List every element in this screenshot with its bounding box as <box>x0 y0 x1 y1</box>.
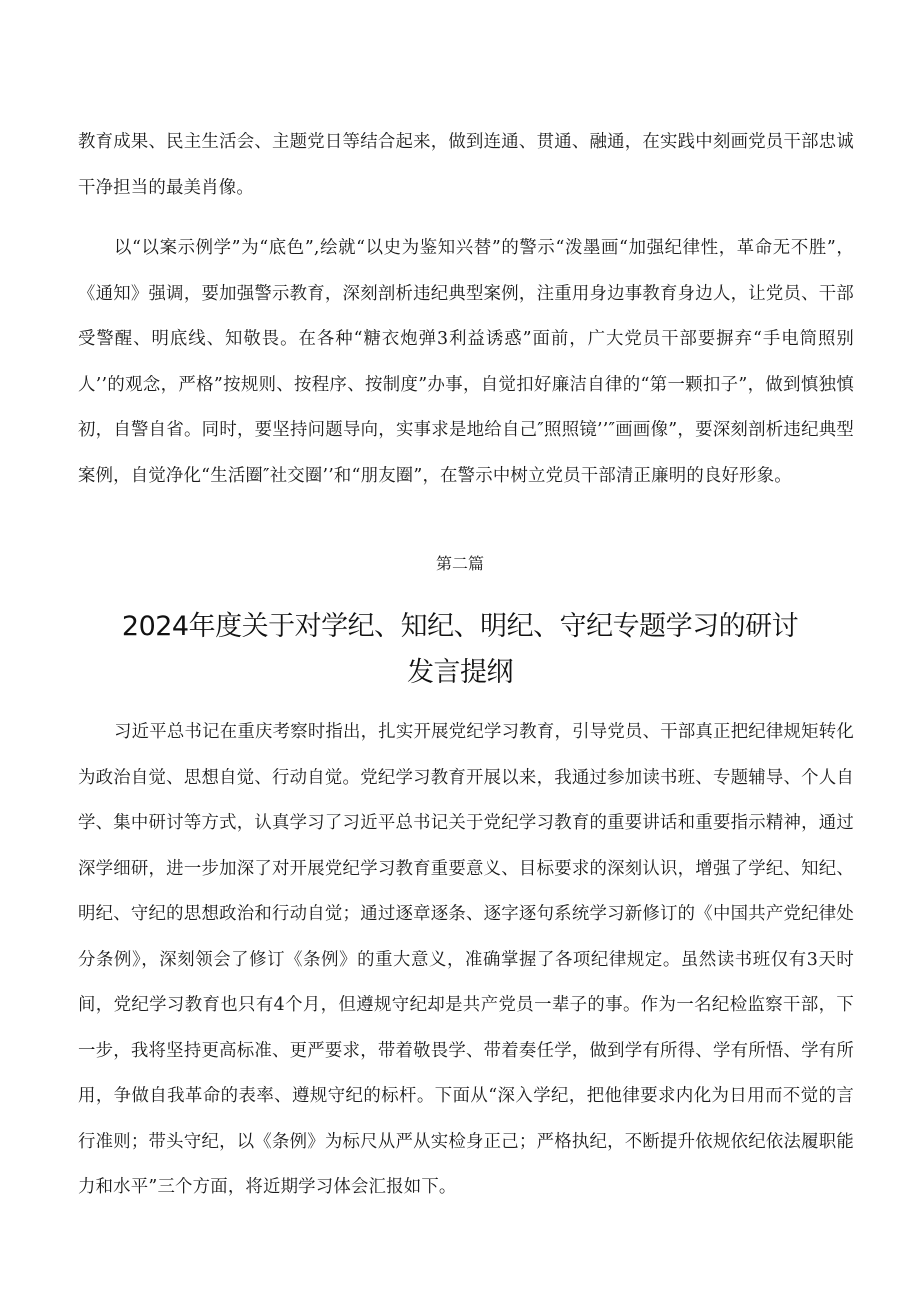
paragraph-warning-education: 以“以案示例学”为“底色”,绘就“以史为鉴知兴替”的警示“泼墨画“加强纪律性，革命无不胜”，《通知》强调，要加强警示教育，深刻剖析违纪典型案例，注重用身边事教育身边人，让党员、干部受警醒、明底线、知敬畏。在各种“糖衣炮弹3利益诱惑”面前，广大党员干部要摒弃“手电筒照别人’’的观念，严格”按规则、按程序、按制度”办事，自觉扣好廉洁自律的“第一颗扣子”，做到慎独慎初，自警自省。同时，要坚持问题导向，实事求是地给自己″照照镜’’″画画像”，要深刻剖析违纪典型案例，自觉净化“生活圈″社交圈’’和“朋友圈”，在警示中树立党员干部清正廉明的良好形象。 <box>78 238 854 486</box>
title-line-1: 2024年度关于对学纪、知纪、明纪、守纪专题学习的研讨 <box>121 611 799 642</box>
paragraph-continued: 教育成果、民主生活会、主题党日等结合起来，做到连通、贯通、融通，在实践中刻画党员干部忠诚干净担当的最美肖像。 <box>78 132 854 198</box>
section-label: 第二篇 <box>435 554 484 573</box>
paragraph-study-report: 习近平总书记在重庆考察时指出，扎实开展党纪学习教育，引导党员、干部真正把纪律规矩转化为政治自觉、思想自觉、行动自觉。党纪学习教育开展以来，我通过参加读书班、专题辅导、个人自学、集中研讨等方式，认真学习了习近平总书记关于党纪学习教育的重要讲话和重要指示精神，通过深学细研，进一步加深了对开展党纪学习教育重要意义、目标要求的深刻认识，增强了学纪、知纪、明纪、守纪的思想政治和行动自觉；通过逐章逐条、逐字逐句系统学习新修订的《中国共产党纪律处分条例》，深刻领会了修订《条例》的重大意义，准确掌握了各项纪律规定。虽然读书班仅有3天时间，党纪学习教育也只有4个月，但遵规守纪却是共产党员一辈子的事。作为一名纪检监察干部，下一步，我将坚持更高标准、更严要求，带着敬畏学、带着奏任学，做到学有所得、学有所悟、学有所用，争做自我革命的表率、遵规守纪的标杆。下面从“深入学纪，把他律要求内化为日用而不觉的言行准则；带头守纪，以《条例》为标尺从严从实检身正己；严格执纪，不断提升依规依纪依法履职能力和水平”三个方面，将近期学习体会汇报如下。 <box>78 722 854 1197</box>
title-line-2: 发言提纲 <box>407 657 513 688</box>
document-title <box>110 604 810 696</box>
